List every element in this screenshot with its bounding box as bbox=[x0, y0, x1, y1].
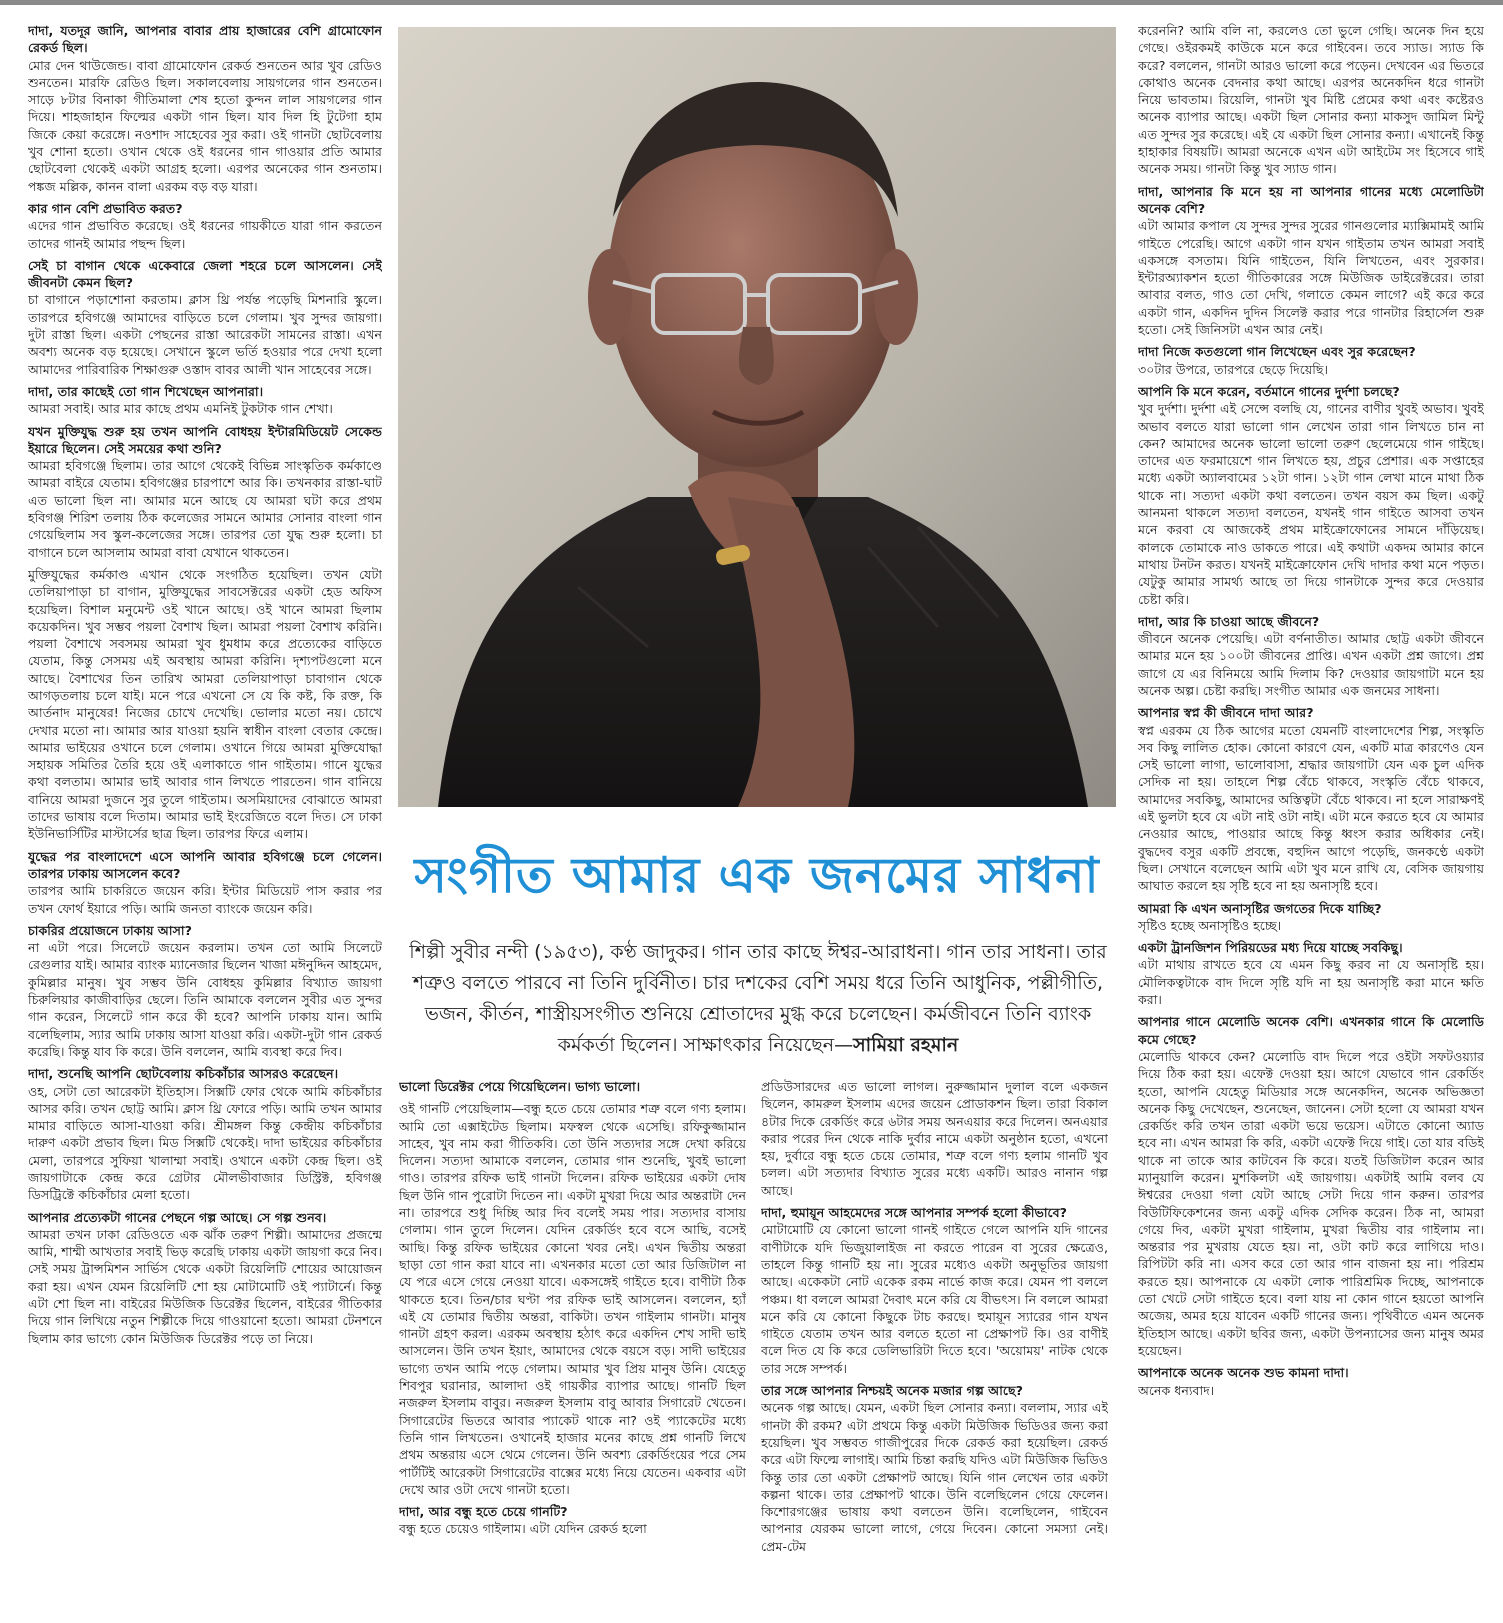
interview-answer: সৃষ্টিও হচ্ছে অনাসৃষ্টিও হচ্ছে। bbox=[1138, 917, 1282, 933]
interview-question: দাদা, তার কাছেই তো গান শিখেছেন আপনারা। bbox=[28, 383, 264, 399]
interview-question: যখন মুক্তিযুদ্ধ শুরু হয় তখন আপনি বোধহয় ইন্টারমিডিয়েট সেকেন্ড ইয়ারে ছিলেন। সেই সময়ের কথা শুনি? bbox=[28, 423, 382, 456]
interview-question: দাদা, শুনেছি আপনি ছোটবেলায় কচিকাঁচার আসরও করেছেন। bbox=[28, 1066, 339, 1082]
intro-paragraph bbox=[405, 937, 1111, 1061]
interview-answer: মেলোডি থাকবে কেন? মেলোডি বাদ দিলে পরে ওইটা সফটওয়্যার দিয়ে ঠিক করা হয়। এফেক্ট দেওয়া হয়। আগে যেভাবে গান রেকর্ডিং হতো, আপনি যেহেতু মিডিয়ার সঙ্গে অনেকদিন, অনেক অভিজ্ঞতা অনেক কিছু দেখেছেন, শুনেছেন, জানেন। সেটা হলো যে আমরা যখন রেকর্ডিং করি তখন তারা একটা ভয়ে ভয়েস। এটাতে কোনো অ্যাড হবে না। এখন আমরা কি করি, একটা এফেক্ট দিয়ে গাই। তো যার বডিই থাকে না তাকে আর কাটবেন কি করে। যতই ডিজিটাল করেন আর ম্যানুয়ালি করেন। মুশকিলটা এই জায়গায়। একটাই আমি বলব যে ঈশ্বরের দেওয়া গলা যেটা আছে সেটা দিয়ে গান করুন। তারপর বিউটিফিকেশনের জন্য একটু এদিক সেদিক করেন। ঠিক না, আমরা গেয়ে দিব, একটা মুখরা গাইলাম, মুখরা দ্বিতীয় বার গাইলাম না। অন্তরার পর মুখরায় যেতে হয়। না, ওটা কাট করে লাগিয়ে দাও। রিপিটটা করি না। এসব করে তো আর গান বাজনা হয় না। পরিশ্রম করতে হয়। আপনাকে যে একটা লোক পারিশ্রমিক দিচ্ছে, আপনাকে তো খেটে সেটা গাইতে হবে। বলা যায় না কোন গানে হয়তো আপনি অজেয়, অমর হয়ে যাবেন একটি গানের জন্য। পৃথিবীতে এমন অনেক ইতিহাস আছে। একটা ছবির জন্য, একটা উপন্যাসের জন্য মানুষ অমর হয়েছেন। bbox=[1138, 1048, 1484, 1358]
portrait-illustration bbox=[398, 27, 1116, 807]
qa-block bbox=[28, 1065, 382, 1203]
portrait-photo bbox=[398, 27, 1116, 807]
interview-question: দাদা নিজে কতগুলো গান লিখেছেন এবং সুর করেছেন? bbox=[1138, 344, 1416, 360]
qa-block bbox=[1138, 1364, 1484, 1399]
column-bottom-1 bbox=[399, 1078, 746, 1620]
interview-answer: ওই গানটি পেয়েছিলাম—বন্ধু হতে চেয়ে তোমার শত্রু বলে গণ্য হলাম। আমি তো এক্সাইটেড ছিলাম। মফস্বল থেকে এসেছি। রফিকুজ্জামান সাহেব, খুব নাম করা গীতিকবি। তো উনি সত্যদার সঙ্গে দেখা করিয়ে দিলেন। সত্যদা আমাকে বললেন, তোমার গান শুনেছি, খুবই ভালো গাও। তারপর রফিক ভাই গানটা দিলেন। রফিক ভাইয়ের একটা দোষ ছিল উনি গান পুরোটা দিতেন না। একটা মুখরা দিয়ে আর অন্তরাটা দেন না। তারপরে শুধু দিচ্ছি আর দিব বলেই সময় পার। সত্যদার বাসায় গেলাম। গান তুলে দিলেন। যেদিন রেকর্ডিং হবে বসে আছি, বসেই আছি। কিন্তু রফিক ভাইয়ের কোনো খবর নেই। এখন দ্বিতীয় অন্তরা ছাড়া তো গান করা যাবে না। এখনকার মতো তো আর ডিজিটাল না যে পরে এসে গেয়ে নেওয়া যাবে। একসঙ্গেই গাইতে হবে। বাণীটা ঠিক থাকতে হবে। তিন/চার ঘণ্টা পর রফিক ভাই আসলেন। বললেন, হ্যাঁ এই যে তোমার দ্বিতীয় অন্তরা, বাকিটা। তখন গাইলাম গানটা। মানুষ গানটা গ্রহণ করল। এরকম অবস্থায় হঠাৎ করে একদিন শেখ সাদী ভাই আসলেন। উনি তখন ইয়াং, আমাদের থেকে বয়সে বড়। সাদী ভাইয়ের ভাগ্যে তখন আমি পড়ে গেলাম। আমার খুব প্রিয় মানুষ উনি। যেহেতু শিবপুর ঘরানার, আলাদা ওই গায়কীর ব্যাপার আছে। গানটি ছিল নজরুল ইসলাম বাবুর। নজরুল ইসলাম বাবু আবার সিগারেট খেতেন। সিগারেটের ভিতরে আবার প্যাকেট থাকে না? ওই প্যাকেটের মধ্যে তিনি গান লিখতেন। ওখানেই হাজার মনের কাছে প্রশ্ন গানটি লিখে প্রথম অন্তরায় এসে থেমে গেলেন। উনি অবশ্য রেকর্ডিংয়ের পরে সেম পার্টটিই আরেকটা সিগারেটের বাক্সের মধ্যে নিয়ে যেতেন। একবার এটা দেখে আর ওটা দেখে গানটা হতো। bbox=[399, 1101, 746, 1497]
qa-block bbox=[1138, 939, 1484, 1008]
qa-block bbox=[28, 566, 382, 843]
interview-question: দাদা, আর বন্ধু হতে চেয়ে গানটি? bbox=[399, 1504, 568, 1520]
interview-answer: চা বাগানে পড়াশোনা করতাম। ক্লাস থ্রি পর্যন্ত পড়েছি মিশনারি স্কুলে। তারপরে হবিগঞ্জে আমাদের বাড়িতে চলে গেলাম। খুব সুন্দর জায়গা। দুটা রাস্তা ছিল। একটা পেছনের রাস্তা আরেকটা সামনের রাস্তা। এখন অবশ্য অনেক বড় হয়েছে। সেখানে স্কুলে ভর্তি হওয়ার পরে দেখা হলো আমাদের পারিবারিক শিক্ষাগুরু ওস্তাদ বাবর আলী খান সাহেবের সঙ্গে। bbox=[28, 292, 382, 377]
qa-block bbox=[399, 1078, 746, 1095]
column-bottom-2 bbox=[761, 1078, 1108, 1620]
interview-answer: তারপর আমি চাকরিতে জয়েন করি। ইন্টার মিডিয়েট পাস করার পর তখন ফোর্থ ইয়ারে পড়ি। আমি জনতা ব্যাংকে জয়েন করি। bbox=[28, 883, 382, 916]
interview-question: দাদা, আর কি চাওয়া আছে জীবনে? bbox=[1138, 613, 1320, 629]
qa-block bbox=[1138, 613, 1484, 699]
qa-block bbox=[399, 1100, 746, 1498]
interview-answer: প্রডিউসারদের এত ভালো লাগল। নুরুজ্জামান দুলাল বলে একজন ছিলেন, কামরুল ইসলাম এদের জয়েন প্রোডাকশন ছিল। তারা বিকাল ৪টার দিকে রেকর্ডিং করে ৬টার সময় অনএয়ার করে দিলেন। অনএয়ার করার পরের দিন থেকে নাকি দুর্বার নামে একটা অনুষ্ঠান হতো, এখনো হয়, দুর্বারে বন্ধু হতে চেয়ে তোমার, শত্রু বলে গণ্য হলাম গানটি খুব চলল। এটা সত্যদার বিখ্যাত সুরের মধ্যে একটি। আরও নানান গল্প আছে। bbox=[761, 1079, 1108, 1198]
interview-question: আপনাকে অনেক অনেক শুভ কামনা দাদা। bbox=[1138, 1365, 1349, 1381]
interview-answer: স্বপ্ন এরকম যে ঠিক আগের মতো যেমনটি বাংলাদেশের শিল্প, সংস্কৃতি সব কিছু লালিত হোক। কোনো কারণে যেন, একটি মাত্র কারণেও যেন সেই ভালো লাগা, ভালোবাসা, শ্রদ্ধার জায়গাটা যেন এক চুল এদিক সেদিক না হয়। তাহলে শিল্প বেঁচে থাকবে, সংস্কৃতি বেঁচে থাকবে, আমাদের সবকিছু, আমাদের অস্তিত্বটা বেঁচে থাকবে। না হলে সারাক্ষণই এই ভুলটা হবে যে এটা নাই ওটা নাই। এটা মনে করতে হবে যে আমার নেওয়ার আছে, পাওয়ার আছে কিন্তু ধ্বংস করার অধিকার নেই। বুদ্ধদেব বসুর একটি প্রবন্ধে, বহুদিন আগে পড়েছি, জনকণ্ঠে একটা ছিল। সেখানে বলেছেন আমি এটা খুব মনে রাখি যে, বেসিক জায়গায় আঘাত করলে হয় সৃষ্টি হবে না হয় অনাসৃষ্টি হবে। bbox=[1138, 722, 1484, 894]
column-right bbox=[1138, 22, 1484, 1620]
interview-answer: অনেক ধন্যবাদ। bbox=[1138, 1382, 1215, 1398]
interview-question: যুদ্ধের পর বাংলাদেশে এসে আপনি আবার হবিগঞ্জে চলে গেলেন। তারপর ঢাকায় আসলেন কবে? bbox=[28, 848, 382, 881]
interview-question: কার গান বেশি প্রভাবিত করত? bbox=[28, 200, 183, 216]
interview-answer: মোটামোটি যে কোনো ভালো গানই গাইতে গেলে আপনি যদি গানের বাণীটাকে যদি ভিজুয়ালাইজ না করতে পারেন বা সুরের ক্ষেত্রেও, তাহলে কিন্তু গানটি হয় না। সুরের মধ্যেও একটা অনুভূতির জায়গা আছে। একেকটা নোট একেক রকম নার্ভে কাজ করে। যেমন পা বললে পঞ্চম। ধা বললে আমরা দৈবাৎ মনে করি যে বীভৎস। নি বললে আমরা মনে করি যে কোনো কিছুকে টাচ করছে। হুমায়ূন স্যারের গান যখন গাইতে যেতাম তখন আর বলতে হতো না প্রেক্ষাপট কি। ওর বাণীই বলে দিত যে কি করে ডেলিভারিটা দিতে হবে। 'অয়োময়' নাটক থেকে তার সঙ্গে সম্পর্ক। bbox=[761, 1222, 1108, 1376]
top-rule bbox=[0, 0, 1503, 5]
interview-answer: না এটা পরে। সিলেটে জয়েন করলাম। তখন তো আমি সিলেটে রেগুলার যাই। আমার ব্যাংক ম্যানেজার ছিলেন খাজা মঈনুদ্দিন আহমেদ, কুমিল্লার মানুষ। খুব সম্ভব উনি বোধহয় কুমিল্লার বিখ্যাত জায়গা চিরুলিয়ার কাজীবাড়ির ছেলে। তিনি আমাকে বললেন সুবীর এত সুন্দর গান করেন, সিলেটে গান করে কী হবে? আপনি ঢাকায় যান। আমি বলেছিলাম, স্যার আমি ঢাকায় আসা যাওয়া করি। একটা-দুটা গান রেকর্ড করেছি। কিন্তু যাব কি করে। উনি বললেন, আমি ব্যবস্থা করে দিব। bbox=[28, 940, 382, 1059]
qa-block bbox=[1138, 704, 1484, 894]
interview-answer: আমরা হবিগঞ্জে ছিলাম। তার আগে থেকেই বিভিন্ন সাংস্কৃতিক কর্মকাণ্ডে আমরা বাইরে যেতাম। হবিগঞ্জের চারপাশে আর কি। তখনকার রাস্তা-ঘাট এত ভালো ছিল না। আমার মনে আছে যে আমরা ঘটা করে প্রথম হবিগঞ্জ শিরিশ তলায় ঠিক কলেজের সামনে আমার সোনার বাংলা গান গেয়েছিলাম সব স্কুল-কলেজের সঙ্গে। তারপর তো যুদ্ধ শুরু হলো। চা বাগানে চলে আসলাম আমরা বাবা যেখানে থাকতেন। bbox=[28, 458, 382, 560]
interview-question: আপনি কি মনে করেন, বর্তমানে গানের দুর্দশা চলছে? bbox=[1138, 383, 1400, 399]
interview-answer: খুব দুর্দশা। দুর্দশা এই সেন্সে বলছি যে, গানের বাণীর খুবই অভাব। খুবই অভাব বলতে যারা ভালো গান লেখেন তারা গান লিখতে চান না কেন? আমাদের অনেক ভালো ভালো তরুণ ছেলেমেয়ে গান গাইছে। তাদের এত ফরমায়েশে গান লিখতে হয়, প্রচুর প্রেশার। এক সপ্তাহের মধ্যে একটা অ্যালবামের ১২টা গান। ১২টা গান লেখা মানে মাথা ঠিক থাকে না। সত্যদা একটা কথা বলতেন। তখন বয়স কম ছিল। একটু আনমনা থাকলে সত্যদা বলতেন, যখনই গান গাইতে আসবা তখন মনে করবা যে আজকেই প্রথম মাইক্রোফোনের সামনে দাঁড়িয়েছ। কালকে তোমাকে নাও ডাকতে পারে। এই কথাটা একদম আমার কানে মাথায় টনটন করত। যখনই মাইক্রোফোন দেখি দাদার কথা মনে পড়ত। যেটুকু আমার সামর্থ্য আছে তা দিয়ে গানটাকে সুন্দর করে দেওয়ার চেষ্টা করি। bbox=[1138, 401, 1484, 607]
interview-answer: এদের গান প্রভাবিত করেছে। ওই ধরনের গায়কীতে যারা গান করতেন তাদের গানই আমার পছন্দ ছিল। bbox=[28, 218, 382, 251]
qa-block bbox=[28, 1209, 382, 1347]
interview-question: আমরা কি এখন অনাসৃষ্টির জগতের দিকে যাচ্ছি? bbox=[1138, 900, 1382, 916]
interview-answer: করেননি? আমি বলি না, করলেও তো ভুলে গেছি। অনেক দিন হয়ে গেছে। ওইরকমই কাউকে মনে করে গাইবেন। তবে স্যাড। স্যাড কি করে? বললেন, গানটা আরও ভালো করে পড়েন। দেখবেন এর ভিতরে কোথাও অনেক বেদনার কথা আছে। এরপর অনেকদিন ধরে গানটা নিয়ে ভাবতাম। রিয়েলি, গানটা খুব মিষ্টি প্রেমের কথা এবং কষ্টেরও অনেক ব্যাপার আছে। একটা ছিল সোনার কন্যা মাকসুদ জামিল মিন্টু এত সুন্দর সুর করেছে। এই যে একটা ছিল সোনার কন্যা। এখানেই কিন্তু হাহাকার বিষয়টি। আমরা অনেকে এখন এটা আইটেম সং হিসেবে গাই অনেক সময়। গানটা কিন্তু খুব স্যাড গান। bbox=[1138, 23, 1484, 177]
qa-block bbox=[1138, 900, 1484, 935]
intro-text: শিল্পী সুবীর নন্দী (১৯৫৩), কণ্ঠ জাদুকর। গান তার কাছে ঈশ্বর-আরাধনা। গান তার সাধনা। তার শত্রুও বলতে পারবে না তিনি দুর্বিনীত। চার দশকের বেশি সময় ধরে তিনি আধুনিক, পল্লীগীতি, ভজন, কীর্তন, শাস্ত্রীয়সংগীত শুনিয়ে শ্রোতাদের মুগ্ধ করে চলেছেন। কর্মজীবনে তিনি ব্যাংক কর্মকর্তা ছিলেন। সাক্ষাৎকার নিয়েছেন— bbox=[409, 941, 1107, 1056]
interview-question: তার সঙ্গে আপনার নিশ্চয়ই অনেক মজার গল্প আছে? bbox=[761, 1383, 1023, 1399]
interview-question: আপনার প্রত্যেকটা গানের পেছনে গল্প আছে। সে গল্প শুনব। bbox=[28, 1209, 327, 1225]
interview-question: চাকরির প্রয়োজনে ঢাকায় আসা? bbox=[28, 922, 192, 938]
interview-question: একটা ট্রানজিশন পিরিয়ডের মধ্য দিয়ে যাচ্ছে সবকিছু। bbox=[1138, 940, 1403, 956]
qa-block bbox=[28, 200, 382, 252]
qa-block bbox=[1138, 183, 1484, 339]
interview-answer: আমরা সবাই। আর মার কাছে প্রথম এমনিই টুকটাক গান শেখা। bbox=[28, 401, 333, 417]
interview-answer: মুক্তিযুদ্ধের কর্মকাণ্ড এখান থেকে সংগঠিত হয়েছিল। তখন যেটা তেলিয়াপাড়া চা বাগান, মুক্তিযুদ্ধের সাবসেক্টরের একটা হেড অফিস হয়েছিল। বিশাল মনুমেন্ট ওই খানে আছে। ওই খানে আমরা ছিলাম কয়েকদিন। খুব সম্ভব পয়লা বৈশাখ ছিল। আমরা পয়লা বৈশাখ করিনি। পয়লা বৈশাখে সবসময় আমরা খুব ধুমধাম করে প্রত্যেকের বাড়িতে যেতাম, কিন্তু সেসময় এই অবস্থায় আমরা করিনি। দৃশ্যপটগুলো মনে আছে। বৈশাখের তিন তারিখ আমরা তেলিয়াপাড়া চাবাগান থেকে আগড়তলায় চলে যাই। মনে পরে এখনো সে যে কি কষ্ট, কি রক্ত, কি আর্তনাদ মানুষের! নিজের চোখে দেখেছি। ভোলার মতো নয়। চোখে দেখার মতো না। আমার আর যাওয়া হয়নি স্বাধীন বাংলা বেতার কেন্দ্রে। আমার ভাইয়ের ওখানে চলে গেলাম। ওখানে গিয়ে আমরা মুক্তিযোদ্ধা সহায়ক সমিতির তৈরি হয়ে ওই এলাকাতে গান গাইতাম। গানে যুদ্ধের কথা বলতাম। আমার ভাই আবার গান লিখতে পারতেন। গান বানিয়ে বানিয়ে আমরা দুজনে সুর তুলে গাইতাম। অসমিয়াদের বোঝাতে আমরা তাদের ভাষায় বলে দিতাম। আমার ভাই ইংরেজিতে বলে দিত। সে ঢাকা ইউনিভার্সিটির মাস্টার্সের ছাত্র ছিল। তারপর ফিরে এলাম। bbox=[28, 566, 382, 842]
interview-answer: মোর দেন থাউজেন্ড। বাবা গ্রামোফোন রেকর্ড শুনতেন আর খুব রেডিও শুনতেন। মারফি রেডিও ছিল। সকালবেলায় সায়গলের গান শুনতেন। সাড়ে ৮টার বিনাকা গীতিমালা শেষ হতো কুন্দন লাল সায়গলের গান দিয়ে। শাহজাহান ফিল্মের একটা গান ছিল। যাব দিল হি টুটেগা হাম জিকে কেয়া করেঙ্গে। নওশাদ সাহেবের সুর করা। ওই গানটা ছোটবেলায় খুব শোনা হতো। ওখান থেকে ওই ধরনের গান গাওয়ার প্রতি আমার ছোটবেলা থেকেই একটা আগ্রহ হলো। এরপর অনেকের গান শুনতাম। পঙ্কজ মল্লিক, কানন বালা এরকম বড় বড় যারা। bbox=[28, 57, 382, 194]
interview-answer: ওহ, সেটা তো আরেকটা ইতিহাস। সিক্সটি ফোর থেকে আমি কচিকাঁচার আসর করি। তখন ছোট্ট আমি। ক্লাস থ্রি ফোরে পড়ি। আমি তখন আমার মামার বাড়িতে আসা-যাওয়া করি। শ্রীমঙ্গল কিন্তু কেন্দ্রীয় কচিকাঁচার দারুণ একটা প্রভাব ছিল। মিড সিক্সটি থেকেই। দাদা ভাইয়ের কচিকাঁচার মেলা, তারপরে সুফিয়া খালাম্মা সবাই। ওখানে একটা কেন্দ্র ছিল। ওই জায়গাটাকে কেন্দ্র করে গ্রেটার মৌলভীবাজার ডিস্ট্রিক্ট, হবিগঞ্জ ডিসট্রিক্টে কচিকাঁচার মেলা হতো। bbox=[28, 1083, 382, 1203]
qa-block bbox=[761, 1382, 1108, 1555]
interview-question: আপনার গানে মেলোডি অনেক বেশি। এখনকার গানে কি মেলোডি কমে গেছে? bbox=[1138, 1014, 1484, 1047]
interview-question: আপনার স্বপ্ন কী জীবনে দাদা আর? bbox=[1138, 705, 1314, 721]
interview-answer: অনেক গল্প আছে। যেমন, একটা ছিল সোনার কন্যা। বললাম, স্যার এই গানটা কী রকম? এটা প্রথমে কিন্তু একটা মিউজিক ভিডিওর জন্য করা হয়েছিল। খুব সম্ভবত গাজীপুরের দিকে রেকর্ড করা হয়েছিল। রেকর্ড করে এটা ফিল্মে লাগাই। আমি চিন্তা করছি যদিও এটা মিউজিক ভিডিও কিন্তু তার তো একটা প্রেক্ষাপট আছে। যিনি গান লেখেন তার একটা কল্পনা থাকে। তার প্রেক্ষাপট থাকে। উনি বলেছিলেন গেয়ে ফেলেন। কিশোরগঞ্জের ভাষায় কথা বলতেন উনি। বলেছিলেন, গাইবেন আপনার যেরকম ভালো লাগে, গেয়ে দিবেন। কোনো সমস্যা নেই। প্রেম-টেম bbox=[761, 1400, 1108, 1554]
qa-block bbox=[28, 383, 382, 418]
qa-block bbox=[1138, 383, 1484, 608]
qa-block bbox=[28, 257, 382, 378]
qa-block bbox=[28, 922, 382, 1060]
interview-answer: জীবনে অনেক পেয়েছি। এটা বর্ণনাতীত। আমার ছোট্ট একটা জীবনে আমার মনে হয় ১০০টা জীবনের প্রাপ্তি। এখন একটা প্রশ্ন জাগে। প্রশ্ন জাগে যে এর বিনিময়ে আমি দিলাম কি? দেওয়ার জায়গাটা মনে হয় অনেক অল্প। চেষ্টা করছি। সংগীত আমার এক জনমের সাধনা। bbox=[1138, 631, 1484, 698]
byline: সামিয়া রহমান bbox=[853, 1034, 959, 1056]
column-left bbox=[28, 22, 382, 1620]
interview-answer: ৩০টার উপরে, তারপরে ছেড়ে দিয়েছি। bbox=[1138, 361, 1328, 377]
interview-answer: এটা আমার কপাল যে সুন্দর সুন্দর সুরের গানগুলোর ম্যাক্সিমামই আমি গাইতে পেরেছি। আগে একটা গান যখন গাইতাম তখন আমরা সবাই একসঙ্গে বসতাম। যিনি গাইতেন, যিনি লিখতেন, এবং সুরকার। ইন্টারঅ্যাকশন হতো গীতিকারের সঙ্গে মিউজিক ডাইরেক্টরের। তারা আবার বলত, গাও তো দেখি, গলাতে কেমন লাগে? এই করে করে একটা গান, একদিন দুদিন সিলেক্ট করার পরে গানটার রিহার্সেল শুরু হতো। সেই জিনিসটা এখন আর নেই। bbox=[1138, 218, 1484, 338]
interview-question: দাদা, হুমায়ূন আহমেদের সঙ্গে আপনার সম্পর্ক হলো কীভাবে? bbox=[761, 1205, 1067, 1221]
headline: সংগীত আমার এক জনমের সাধনা bbox=[414, 847, 1100, 904]
interview-answer: এটা মাথায় রাখতে হবে যে এমন কিছু করব না যে অনাসৃষ্টি হয়। মৌলিকত্বটাকে বাদ দিলে সৃষ্টি যদি না হয় অনাসৃষ্টি করা মানে ক্ষতি করা। bbox=[1138, 957, 1484, 1008]
qa-block bbox=[28, 22, 382, 195]
interview-answer: বন্ধু হতে চেয়েও গাইলাম। এটা যেদিন রেকর্ড হলো bbox=[399, 1521, 647, 1537]
qa-block bbox=[28, 848, 382, 917]
qa-block bbox=[761, 1204, 1108, 1377]
interview-answer: আমরা তখন ঢাকা রেডিওতে এক ঝাঁক তরুণ শিল্পী। আমাদের প্রজন্মে আমি, শাম্মী আখতার সবাই ভিড় করেছি ঢাকায় একটা জায়গা করে নিব। সেই সময় ট্রান্সমিশন সার্ভিস থেকে একটা রিয়েলিটি শোয়ের আয়োজন করা হয়। এখন যেমন রিয়েলিটি শো হয় মোটামোটি ওই প্যাটার্নে। কিন্তু এটা শো ছিল না। বাইরের মিউজিক ডিরেক্টর ছিলেন, বাইরের গীতিকার দিয়ে গান লিখিয়ে নতুন শিল্পীকে দিয়ে গাওয়ানো হতো। আমরা টেনশনে ছিলাম কার ভাগ্যে কোন মিউজিক ডিরেক্টর পড়ে তা নিয়ে। bbox=[28, 1226, 382, 1346]
qa-block bbox=[1138, 22, 1484, 178]
qa-block bbox=[28, 423, 382, 561]
interview-question: দাদা, যতদূর জানি, আপনার বাবার প্রায় হাজারের বেশি গ্রামোফোন রেকর্ড ছিল। bbox=[28, 23, 382, 56]
qa-block bbox=[1138, 343, 1484, 378]
interview-question: ভালো ডিরেক্টর পেয়ে গিয়েছিলেন। ভাগ্য ভালো। bbox=[399, 1079, 641, 1094]
interview-question: সেই চা বাগান থেকে একেবারে জেলা শহরে চলে আসলেন। সেই জীবনটা কেমন ছিল? bbox=[28, 257, 382, 291]
qa-block bbox=[399, 1503, 746, 1538]
qa-block bbox=[1138, 1013, 1484, 1359]
qa-block bbox=[761, 1078, 1108, 1199]
interview-question: দাদা, আপনার কি মনে হয় না আপনার গানের মধ্যে মেলোডিটা অনেক বেশি? bbox=[1138, 183, 1484, 216]
